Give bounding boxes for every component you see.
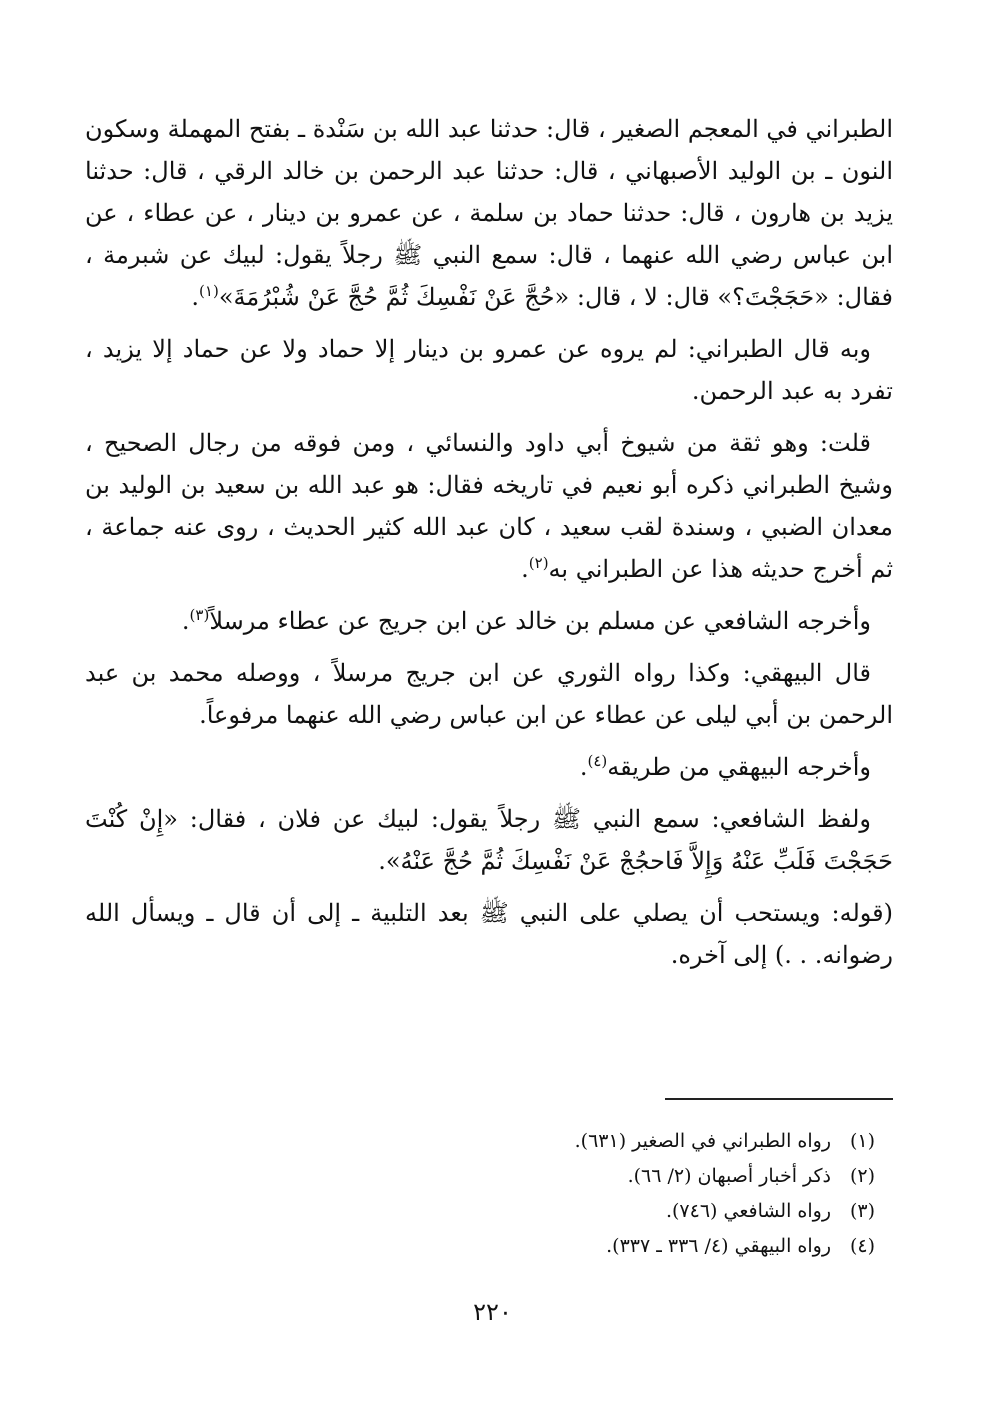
page-number: ٢٢٠ <box>473 1298 512 1326</box>
paragraph-5 <box>85 652 893 736</box>
paragraph-text: (قوله: ويستحب أن يصلي على النبي ﷺ بعد التلبية ـ إلى أن قال ـ ويسأل الله رضوانه. . .) إلى آخره. <box>85 899 893 969</box>
footnote-ref-3: (٣) <box>189 606 210 624</box>
footnotes <box>95 1124 875 1264</box>
footnote-number: (١) <box>849 1130 875 1152</box>
paragraph-4 <box>85 600 893 642</box>
footnote-separator <box>665 1098 893 1100</box>
paragraph-text: الطبراني في المعجم الصغير ، قال: حدثنا عبد الله بن سَنْدة ـ بفتح المهملة وسكون النون ـ بن الوليد الأصبهاني ، قال: حدثنا عبد الرحمن بن خالد الرقي ، قال: حدثنا يزيد بن هارون ، قال: حدثنا حماد بن سلمة ، عن عمرو بن دينار ، عن عطاء ، عن ابن عباس رضي الله عنهما ، قال: سمع النبي ﷺ رجلاً يقول: لبيك عن شبرمة ، فقال: «حَجَجْتَ؟» قال: لا ، قال: «حُجَّ عَنْ نَفْسِكَ ثُمَّ حُجَّ عَنْ شُبْرُمَةَ» <box>85 115 893 311</box>
footnote-number: (٣) <box>849 1200 875 1222</box>
footnote-number: (٤) <box>849 1235 875 1257</box>
paragraph-text: قلت: وهو ثقة من شيوخ أبي داود والنسائي ، ومن فوقه من رجال الصحيح ، وشيخ الطبراني ذكره أبو نعيم في تاريخه فقال: هو عبد الله بن سعيد بن الوليد بن معدان الضبي ، وسندة لقب سعيد ، كان عبد الله كثير الحديث ، روى عنه جماعة ، ثم أخرج حديثه هذا عن الطبراني به <box>85 429 893 583</box>
footnote-text: ذكر أخبار أصبهان (٢/ ٦٦). <box>627 1165 831 1187</box>
footnote-ref-1: (١) <box>199 282 219 300</box>
footnote-ref-4: (٤) <box>587 752 608 770</box>
paragraph-1 <box>85 108 893 318</box>
paragraph-end: . <box>521 555 529 583</box>
footnote-2 <box>95 1159 875 1194</box>
paragraph-7 <box>85 798 893 882</box>
footnote-text: رواه الطبراني في الصغير (٦٣١). <box>574 1130 831 1152</box>
footnote-number: (٢) <box>849 1165 875 1187</box>
paragraph-end: . <box>579 753 588 781</box>
paragraph-text: وأخرجه الشافعي عن مسلم بن خالد عن ابن جريج عن عطاء مرسلاً <box>209 607 871 635</box>
footnote-4 <box>95 1229 875 1264</box>
paragraph-3 <box>85 422 893 590</box>
footnote-text: رواه الشافعي (٧٤٦). <box>665 1200 831 1222</box>
footnote-ref-2: (٢) <box>528 554 549 572</box>
paragraph-text: ولفظ الشافعي: سمع النبي ﷺ رجلاً يقول: لبيك عن فلان ، فقال: «إِنْ كُنْتَ حَجَجْتَ فَلَبِّ عَنْهُ وَإِلاَّ فَاحجُجْ عَنْ نَفْسِكَ ثُمَّ حُجَّ عَنْهُ». <box>85 805 893 875</box>
paragraph-6 <box>85 746 893 788</box>
paragraph-end: . <box>181 607 190 635</box>
paragraph-text: وأخرجه البيهقي من طريقه <box>607 753 871 781</box>
paragraph-text: قال البيهقي: وكذا رواه الثوري عن ابن جريج مرسلاً ، ووصله محمد بن عبد الرحمن بن أبي ليلى عن عطاء عن ابن عباس رضي الله عنهما مرفوعاً. <box>85 659 893 729</box>
footnote-1 <box>95 1124 875 1159</box>
paragraph-end: . <box>191 283 200 311</box>
footnote-3 <box>95 1194 875 1229</box>
footnote-text: رواه البيهقي (٤/ ٣٣٦ ـ ٣٣٧). <box>606 1235 831 1257</box>
main-text <box>85 108 893 986</box>
paragraph-text: وبه قال الطبراني: لم يروه عن عمرو بن دينار إلا حماد ولا عن حماد إلا يزيد ، تفرد به عبد الرحمن. <box>85 335 893 405</box>
paragraph-8 <box>85 892 893 976</box>
paragraph-2 <box>85 328 893 412</box>
